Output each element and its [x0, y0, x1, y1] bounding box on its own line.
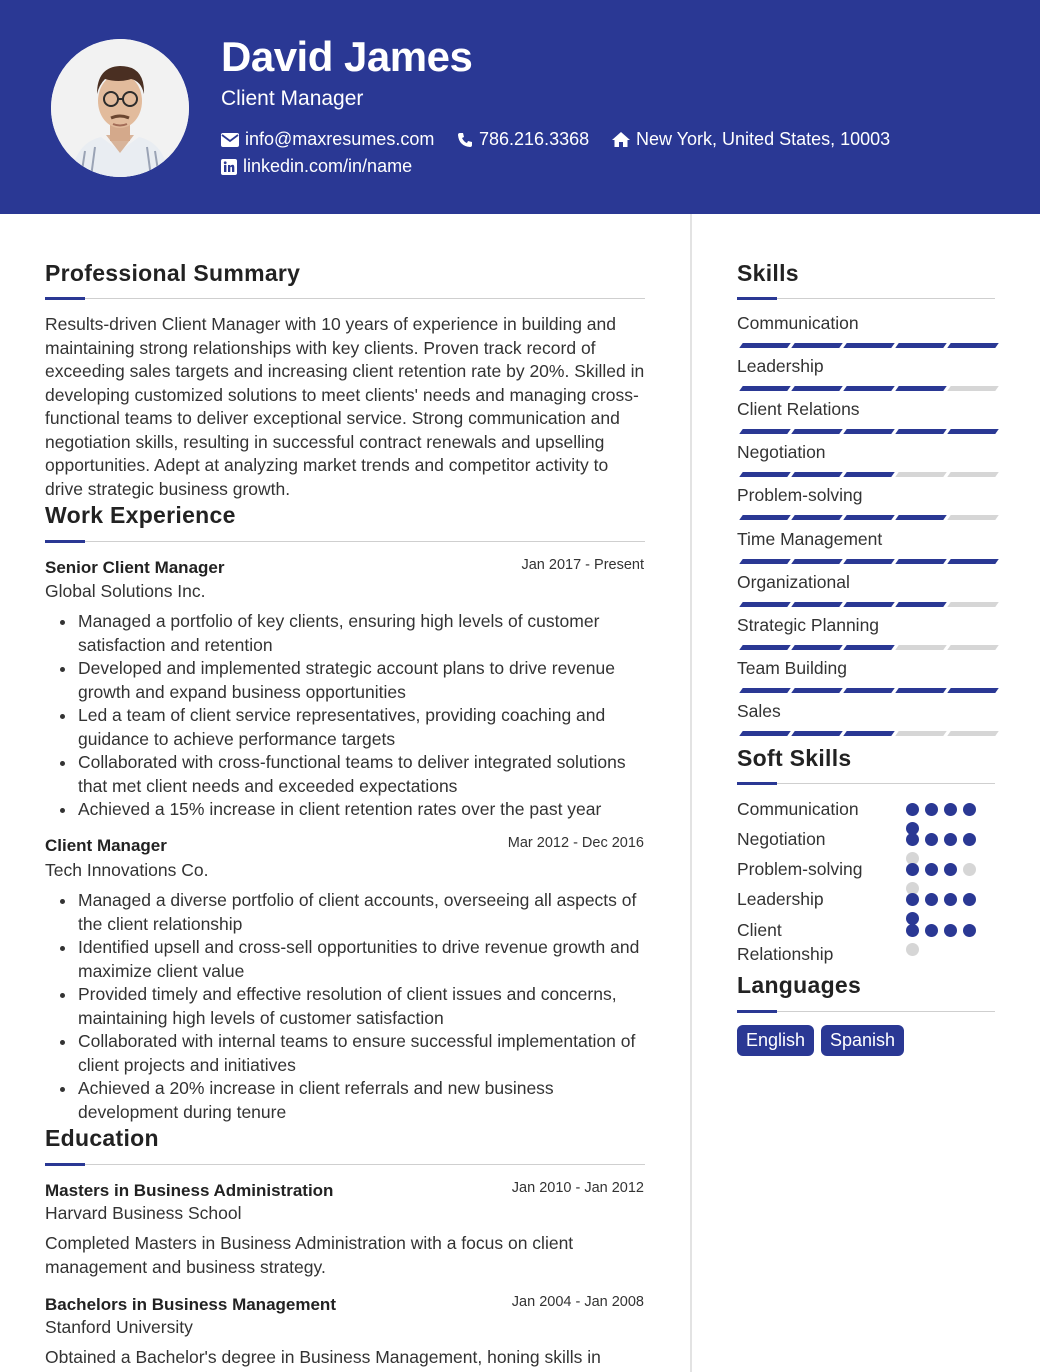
skill-level-segment — [947, 386, 999, 391]
soft-skills-accent — [737, 782, 777, 785]
skill-name: Client Relations — [737, 399, 860, 419]
skill-level-bar — [741, 429, 997, 434]
list-item: Achieved a 20% increase in client referrals and new business development during tenure — [45, 1077, 655, 1124]
rating-dot — [944, 893, 957, 906]
skills-accent — [737, 297, 777, 300]
rating-dot — [963, 924, 976, 937]
skill-level-segment — [843, 602, 895, 607]
skill-level-segment — [947, 343, 999, 348]
skill-level-segment — [947, 559, 999, 564]
skill-level-segment — [791, 472, 843, 477]
list-item: Led a team of client service representatives, providing coaching and guidance to achieve performance targets — [45, 704, 650, 751]
languages-heading: Languages — [737, 972, 862, 998]
soft-skill-rating — [906, 924, 981, 956]
skill-level-segment — [895, 602, 947, 607]
summary-accent — [45, 297, 85, 300]
rating-dot — [925, 893, 938, 906]
skill-level-segment — [895, 559, 947, 564]
degree-title: Masters in Business Administration — [45, 1181, 334, 1200]
skill-level-bar — [741, 343, 997, 348]
column-divider — [690, 214, 692, 1372]
skill-level-segment — [947, 688, 999, 693]
profile-photo — [51, 39, 189, 177]
education-heading: Education — [45, 1125, 159, 1151]
skill-level-segment — [791, 429, 843, 434]
school-name: Stanford University — [45, 1317, 193, 1337]
skill-level-segment — [895, 429, 947, 434]
skill-level-segment — [843, 731, 895, 736]
skill-level-segment — [895, 645, 947, 650]
summary-heading: Professional Summary — [45, 260, 301, 286]
skill-level-segment — [895, 386, 947, 391]
degree-description: Completed Masters in Business Administration with a focus on client management and business strategy. — [45, 1233, 574, 1277]
skill-name: Problem-solving — [737, 485, 863, 505]
job-title: Client Manager — [45, 836, 167, 855]
rating-dot — [944, 863, 957, 876]
skill-level-bar — [741, 602, 997, 607]
rating-dot — [963, 803, 976, 816]
skill-name: Communication — [737, 313, 859, 333]
skills-heading: Skills — [737, 260, 799, 286]
skill-level-segment — [843, 515, 895, 520]
soft-skill-name: Problem-solving — [737, 859, 863, 879]
candidate-name: David James — [221, 33, 473, 80]
rating-dot — [925, 833, 938, 846]
list-item: Achieved a 15% increase in client retention rates over the past year — [45, 798, 650, 822]
skill-name: Organizational — [737, 572, 850, 592]
rating-dot — [944, 833, 957, 846]
skill-name: Time Management — [737, 529, 883, 549]
soft-skill-rating — [906, 833, 981, 865]
skill-level-segment — [791, 645, 843, 650]
skill-level-segment — [739, 343, 791, 348]
skill-level-segment — [947, 472, 999, 477]
candidate-title: Client Manager — [221, 87, 364, 110]
skill-level-segment — [843, 386, 895, 391]
soft-skill-rating — [906, 863, 981, 895]
skill-name: Team Building — [737, 658, 847, 678]
skill-level-segment — [739, 688, 791, 693]
list-item: Collaborated with cross-functional teams to deliver integrated solutions that met client needs and exceeded expectations — [45, 751, 650, 798]
skill-level-segment — [739, 645, 791, 650]
language-badge-english: English — [737, 1025, 814, 1056]
experience-rule — [45, 541, 645, 542]
job-bullets — [45, 889, 655, 1124]
skill-level-segment — [895, 688, 947, 693]
skill-level-segment — [843, 429, 895, 434]
job-date: Jan 2017 - Present — [521, 557, 644, 573]
envelope-icon — [221, 133, 239, 147]
skill-level-segment — [895, 472, 947, 477]
degree-date: Jan 2004 - Jan 2008 — [511, 1294, 644, 1310]
linkedin-text: linkedin.com/in/name — [243, 156, 413, 176]
skill-level-segment — [947, 515, 999, 520]
rating-dot — [906, 803, 919, 816]
job-date: Mar 2012 - Dec 2016 — [507, 835, 644, 851]
skill-level-segment — [895, 515, 947, 520]
languages-accent — [737, 1010, 777, 1013]
skill-level-segment — [843, 645, 895, 650]
experience-heading: Work Experience — [45, 502, 236, 528]
skill-level-segment — [739, 602, 791, 607]
degree-date: Jan 2010 - Jan 2012 — [511, 1180, 644, 1196]
education-rule — [45, 1164, 645, 1165]
list-item: Managed a diverse portfolio of client accounts, overseeing all aspects of the client relationship — [45, 889, 655, 936]
rating-dot — [963, 863, 976, 876]
soft-skill-name: Leadership — [737, 889, 824, 909]
phone-contact[interactable] — [457, 129, 589, 150]
skill-level-segment — [791, 386, 843, 391]
rating-dot — [906, 833, 919, 846]
skill-level-segment — [843, 472, 895, 477]
skill-level-segment — [947, 429, 999, 434]
skill-level-segment — [895, 731, 947, 736]
rating-dot — [944, 924, 957, 937]
rating-dot — [925, 863, 938, 876]
linkedin-icon — [221, 159, 237, 175]
skill-level-bar — [741, 515, 997, 520]
skill-level-bar — [741, 386, 997, 391]
rating-dot — [925, 803, 938, 816]
list-item: Identified upsell and cross-sell opportunities to drive revenue growth and maximize client value — [45, 936, 655, 983]
skill-level-segment — [947, 602, 999, 607]
job-company: Global Solutions Inc. — [45, 581, 206, 601]
linkedin-contact[interactable] — [221, 156, 412, 177]
skill-level-bar — [741, 731, 997, 736]
skill-level-segment — [791, 731, 843, 736]
skill-name: Strategic Planning — [737, 615, 880, 635]
home-icon — [612, 132, 630, 147]
skill-level-segment — [739, 515, 791, 520]
school-name: Harvard Business School — [45, 1203, 242, 1223]
skill-level-segment — [739, 559, 791, 564]
rating-dot — [906, 893, 919, 906]
phone-icon — [457, 132, 473, 148]
skill-name: Negotiation — [737, 442, 826, 462]
skill-name: Sales — [737, 701, 781, 721]
skill-level-bar — [741, 645, 997, 650]
email-text: info@maxresumes.com — [245, 129, 435, 149]
location-contact — [612, 129, 890, 150]
list-item: Collaborated with internal teams to ensure successful implementation of client projects and initiatives — [45, 1030, 655, 1077]
skill-level-segment — [843, 343, 895, 348]
rating-dot — [944, 803, 957, 816]
job-company: Tech Innovations Co. — [45, 860, 209, 880]
soft-skill-rating — [906, 803, 981, 835]
skill-name: Leadership — [737, 356, 824, 376]
skill-level-segment — [947, 731, 999, 736]
skill-level-segment — [843, 688, 895, 693]
rating-dot — [963, 833, 976, 846]
summary-text: Results-driven Client Manager with 10 years of experience in building and maintaining strong relationships with key clients. Proven track record of exceeding sales targets and increasing client retention rate by 20%. Skilled in developing customized solutions to meet clients' needs and managing cross-functional teams to deliver exceptional service. Strong communication and negotiation skills, resulting in successful contract renewals and upselling opportunities. Adept at analyzing market trends and competitor activity to drive strategic business growth. — [45, 314, 645, 499]
phone-text: 786.216.3368 — [479, 129, 590, 149]
skill-level-segment — [947, 645, 999, 650]
soft-skill-name: Client Relationship — [737, 920, 834, 964]
resume-header — [0, 0, 1040, 214]
skill-level-bar — [741, 472, 997, 477]
soft-skill-rating — [906, 893, 981, 925]
soft-skills-heading: Soft Skills — [737, 745, 852, 771]
list-item: Developed and implemented strategic account plans to drive revenue growth and expand business opportunities — [45, 657, 650, 704]
skill-level-segment — [791, 688, 843, 693]
email-contact[interactable] — [221, 129, 434, 150]
soft-skill-name: Negotiation — [737, 829, 826, 849]
rating-dot — [906, 943, 919, 956]
skill-level-segment — [791, 515, 843, 520]
language-badge-spanish: Spanish — [821, 1025, 904, 1056]
location-text: New York, United States, 10003 — [636, 129, 891, 149]
rating-dot — [963, 893, 976, 906]
skill-level-bar — [741, 688, 997, 693]
soft-skill-name: Communication — [737, 799, 859, 819]
list-item: Provided timely and effective resolution of client issues and concerns, maintaining high levels of customer satisfaction — [45, 983, 655, 1030]
rating-dot — [906, 924, 919, 937]
skill-level-segment — [895, 343, 947, 348]
skill-level-segment — [739, 472, 791, 477]
degree-description: Obtained a Bachelor's degree in Business Management, honing skills in — [45, 1347, 601, 1367]
skill-level-segment — [739, 429, 791, 434]
summary-rule — [45, 298, 645, 299]
rating-dot — [925, 924, 938, 937]
skill-level-segment — [843, 559, 895, 564]
job-bullets — [45, 610, 650, 822]
experience-accent — [45, 540, 85, 543]
skill-level-segment — [791, 602, 843, 607]
skill-level-bar — [741, 559, 997, 564]
list-item: Managed a portfolio of key clients, ensuring high levels of customer satisfaction and retention — [45, 610, 650, 657]
skill-level-segment — [791, 343, 843, 348]
degree-title: Bachelors in Business Management — [45, 1295, 336, 1314]
skill-level-segment — [739, 731, 791, 736]
skill-level-segment — [791, 559, 843, 564]
job-title: Senior Client Manager — [45, 558, 225, 577]
skill-level-segment — [739, 386, 791, 391]
rating-dot — [906, 863, 919, 876]
education-accent — [45, 1163, 85, 1166]
